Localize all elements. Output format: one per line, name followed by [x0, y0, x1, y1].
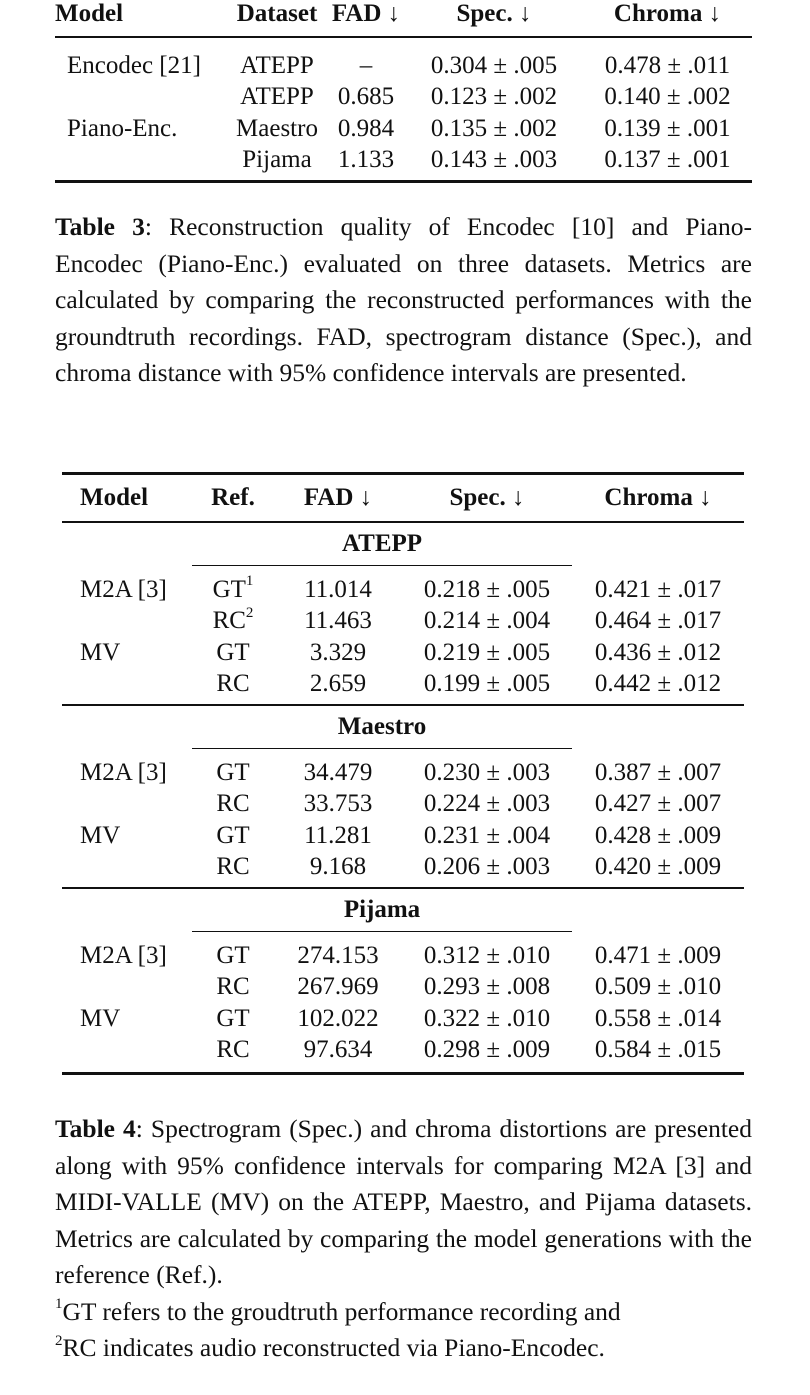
table-row: [62, 606, 744, 638]
t4-cell-spec: 0.206 ± .003: [402, 852, 572, 889]
table-4-caption-label: Table 4: [55, 1114, 136, 1143]
t4-cell-spec: 0.293 ± .008: [423, 973, 551, 1001]
t4-cell-fad: 11.463: [304, 607, 372, 635]
t4-cell-chroma: 0.436 ± .012: [594, 638, 722, 666]
table-row: [62, 932, 744, 972]
footnote-marker: 2: [245, 604, 254, 621]
t4-cell-chroma: 0.464 ± .017: [594, 607, 722, 635]
t4-cell-ref: GT: [216, 821, 250, 849]
table-row: [62, 669, 744, 706]
t4-cell-fad: 33.753: [303, 790, 373, 818]
t3-cell-chroma: 0.137 ± .001: [583, 145, 752, 182]
t4-cell-model: [62, 972, 192, 1004]
table-4-caption: [55, 1111, 752, 1367]
t3-cell-dataset: Maestro: [236, 114, 318, 142]
t4-cell-chroma: 0.509 ± .010: [594, 973, 722, 1001]
t4-cell-ref: GT: [216, 638, 250, 666]
section-title: Pijama: [192, 888, 572, 932]
table-row: [62, 637, 744, 669]
table-row: [55, 82, 752, 114]
t4-cell-chroma: 0.421 ± .017: [594, 575, 722, 603]
t4-cell-spec: 0.312 ± .010: [423, 941, 551, 969]
footnote-2-text: RC indicates audio reconstructed via Piano-Encodec.: [62, 1333, 605, 1362]
t3-header-chroma: Chroma ↓: [583, 0, 752, 37]
t4-cell-ref: GT: [216, 1004, 250, 1032]
t3-cell-fad: 0.685: [337, 83, 395, 111]
t3-header-fad: FAD ↓: [327, 0, 405, 37]
t3-cell-model: Piano-Enc.: [67, 114, 178, 142]
t4-cell-model: MV: [80, 1004, 121, 1032]
t3-cell-fad: 0.984: [337, 114, 395, 142]
table-row: [55, 113, 752, 145]
t4-cell-fad: 9.168: [274, 852, 402, 889]
table-row: [55, 145, 752, 182]
t4-cell-spec: 0.224 ± .003: [423, 790, 551, 818]
t3-cell-dataset: ATEPP: [240, 51, 314, 79]
t4-cell-model: [62, 852, 192, 889]
t4-cell-spec: 0.230 ± .003: [423, 758, 551, 786]
t4-cell-model: M2A [3]: [80, 575, 167, 603]
t4-header-spec: Spec. ↓: [402, 474, 572, 523]
t4-cell-fad: 11.014: [304, 575, 372, 603]
table-4-caption-text: : Spectrogram (Spec.) and chroma distortions are presented along with 95% confidence intervals for comparing M2A [3] and MIDI-VALLE (MV) on the ATEPP, Maestro, and Pijama datasets. Metrics are calculated by comparing the model generations with the reference (Ref.).: [55, 1114, 752, 1289]
t4-cell-ref: GT: [216, 758, 250, 786]
t4-cell-spec: 0.231 ± .004: [423, 821, 551, 849]
t4-cell-chroma: 0.427 ± .007: [594, 790, 722, 818]
t3-cell-model: [55, 145, 227, 182]
t3-cell-dataset: ATEPP: [240, 83, 314, 111]
t4-header-ref: Ref.: [192, 474, 274, 523]
t4-header-model: Model: [62, 474, 192, 523]
table-3-caption-text: : Reconstruction quality of Encodec [10] and Piano-Encodec (Piano-Enc.) evaluated on three datasets. Metrics are calculated by comparing the reconstructed performances with the groundtruth recordings. FAD, spectrogram distance (Spec.), and chroma distance with 95% confidence intervals are presented.: [55, 212, 752, 387]
t3-cell-model: [55, 82, 227, 114]
t4-cell-fad: 3.329: [309, 638, 367, 666]
t4-cell-ref: RC: [216, 790, 250, 818]
footnote-1-text: GT refers to the groudtruth performance recording and: [62, 1296, 621, 1326]
t3-cell-fad: 1.133: [327, 145, 405, 182]
footnote-1-marker: 1: [55, 1296, 63, 1312]
t3-cell-chroma: 0.140 ± .002: [604, 83, 731, 111]
t4-cell-model: [62, 789, 192, 821]
t3-header-spec: Spec. ↓: [405, 0, 583, 37]
table-row: [62, 749, 744, 789]
t4-cell-fad: 102.022: [297, 1004, 379, 1032]
ref-label: GT: [212, 575, 246, 603]
t4-cell-fad: 2.659: [274, 669, 402, 706]
t4-cell-chroma: 0.387 ± .007: [594, 758, 722, 786]
t4-cell-model: M2A [3]: [80, 758, 167, 786]
t4-cell-ref: RC: [192, 1035, 274, 1074]
table-row: [62, 852, 744, 889]
t4-cell-ref: [192, 566, 274, 606]
t4-cell-fad: 34.479: [303, 758, 373, 786]
t4-cell-model: [62, 1035, 192, 1074]
t4-cell-ref: RC: [192, 669, 274, 706]
t4-cell-chroma: 0.442 ± .012: [572, 669, 744, 706]
t4-cell-chroma: 0.471 ± .009: [594, 941, 722, 969]
table-row: [62, 972, 744, 1004]
t3-cell-dataset: Pijama: [227, 145, 327, 182]
table-row: [62, 1003, 744, 1035]
table-3: [55, 0, 752, 183]
t4-cell-ref: RC: [192, 852, 274, 889]
t3-cell-spec: 0.123 ± .002: [430, 83, 558, 111]
t4-cell-fad: 274.153: [297, 941, 379, 969]
t4-cell-ref: RC: [216, 973, 250, 1001]
t4-cell-model: [62, 606, 192, 638]
t4-cell-spec: 0.298 ± .009: [402, 1035, 572, 1074]
t4-cell-spec: 0.199 ± .005: [402, 669, 572, 706]
t4-cell-chroma: 0.558 ± .014: [594, 1004, 722, 1032]
t3-cell-spec: 0.304 ± .005: [430, 51, 558, 79]
t4-cell-model: [62, 669, 192, 706]
footnote-2-marker: 2: [55, 1332, 63, 1349]
t4-cell-model: MV: [80, 821, 121, 849]
section-header-maestro: [62, 705, 744, 749]
t4-cell-fad: 267.969: [297, 973, 379, 1001]
t4-cell-ref: [192, 606, 274, 638]
t4-cell-model: M2A [3]: [80, 941, 167, 969]
t4-header-fad: FAD ↓: [274, 474, 402, 523]
section-header-pijama: [62, 888, 744, 932]
t3-cell-chroma: 0.478 ± .011: [604, 51, 731, 79]
table-row: [55, 37, 752, 82]
table-row: [62, 566, 744, 606]
t4-cell-chroma: 0.428 ± .009: [594, 821, 722, 849]
table-3-caption-label: Table 3: [55, 212, 145, 241]
t3-cell-spec: 0.143 ± .003: [405, 145, 583, 182]
section-title: Maestro: [192, 705, 572, 749]
t3-cell-model: Encodec [21]: [67, 51, 201, 79]
section-title: ATEPP: [192, 522, 572, 566]
table-row: [62, 1035, 744, 1074]
section-header-atepp: [62, 522, 744, 566]
t3-header-dataset: Dataset: [227, 0, 327, 37]
table-row: [62, 820, 744, 852]
table-row: [62, 789, 744, 821]
t4-cell-fad: 11.281: [304, 821, 372, 849]
ref-label: RC: [212, 607, 246, 635]
table-4: [62, 472, 744, 1075]
t4-cell-fad: 97.634: [274, 1035, 402, 1074]
table-3-caption: [55, 209, 752, 392]
t3-cell-fad: –: [359, 51, 373, 79]
footnote-marker: 1: [245, 573, 254, 590]
t4-cell-model: MV: [80, 638, 121, 666]
t4-cell-spec: 0.214 ± .004: [423, 607, 551, 635]
t4-cell-spec: 0.218 ± .005: [423, 575, 551, 603]
t3-cell-spec: 0.135 ± .002: [430, 114, 558, 142]
t4-cell-spec: 0.219 ± .005: [423, 638, 551, 666]
t3-header-model: Model: [55, 0, 227, 37]
t4-header-chroma: Chroma ↓: [572, 474, 744, 523]
t4-cell-chroma: 0.584 ± .015: [572, 1035, 744, 1074]
t4-cell-ref: GT: [216, 941, 250, 969]
t4-cell-chroma: 0.420 ± .009: [572, 852, 744, 889]
t4-cell-spec: 0.322 ± .010: [423, 1004, 551, 1032]
t3-cell-chroma: 0.139 ± .001: [604, 114, 731, 142]
